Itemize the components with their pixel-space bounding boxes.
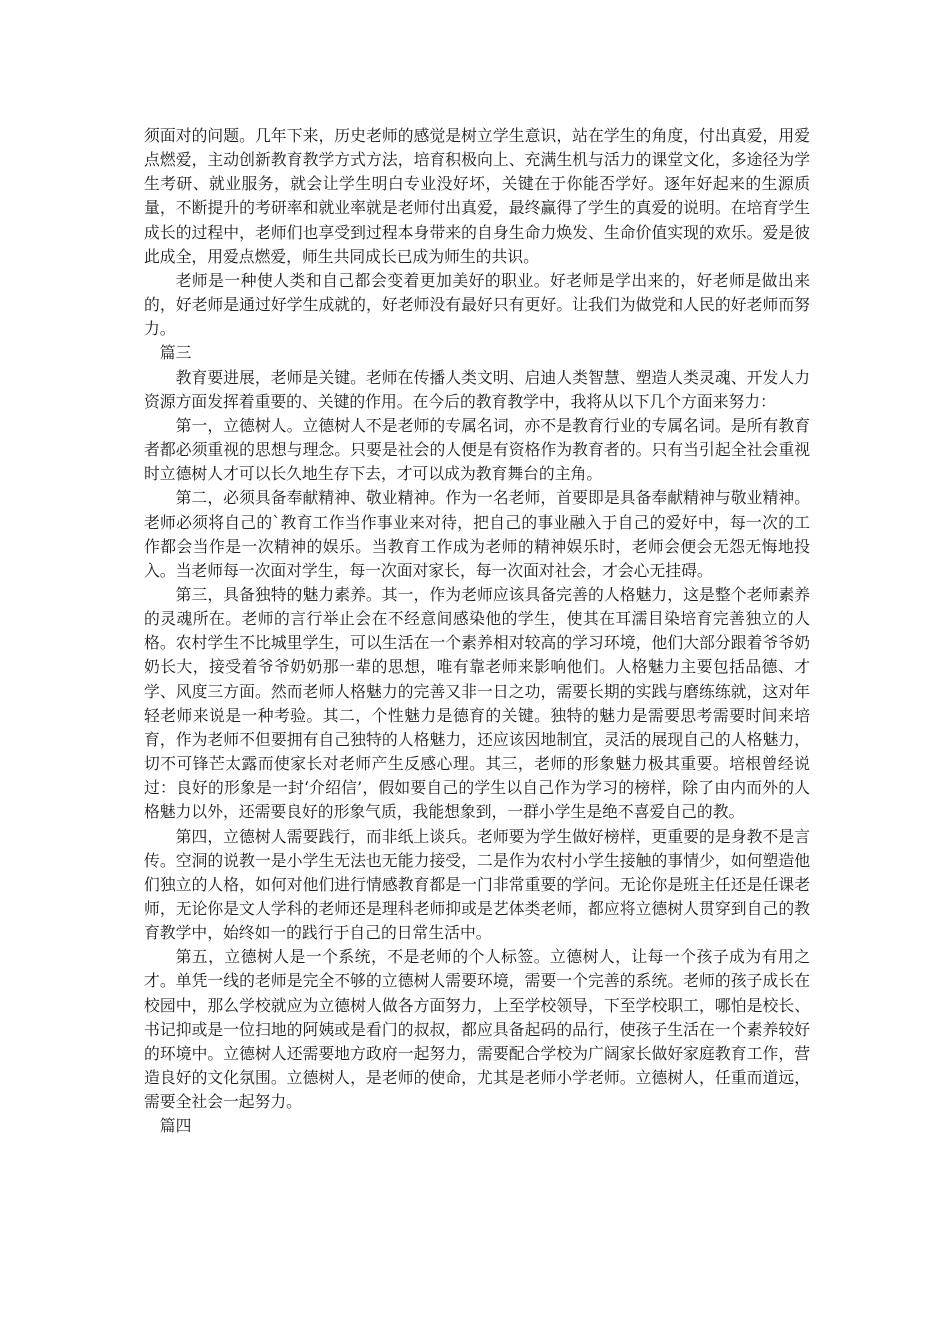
paragraph-continued: 须面对的问题。几年下来，历史老师的感觉是树立学生意识，站在学生的角度，付出真爱，用爱点燃爱，主动创新教育教学方式方法，培育积极向上、充满生机与活力的课堂文化，多途径为学生考研、就业服务，就会让学生明白专业没好坏，关键在于你能否学好。逐年好起来的生源质量，不断提升的考研率和就业率就是老师付出真爱，最终赢得了学生的真爱的说明。在培育学生成长的过程中，老师们也享受到过程本身带来的自身生命力焕发、生命价值实现的欢乐。爱是彼此成全，用爱点燃爱，师生共同成长已成为师生的共识。 [144, 126, 810, 266]
paragraph: 第三，具备独特的魅力素养。其一，作为老师应该具备完善的人格魅力，这是整个老师素养的灵魂所在。老师的言行举止会在不经意间感染他的学生，使其在耳濡目染培育完善独立的人格。农村学生不比城里学生，可以生活在一个素养相对较高的学习环境，他们大部分跟着爷爷奶奶长大，接受着爷爷奶奶那一辈的思想，唯有靠老师来影响他们。人格魅力主要包括品德、才学、风度三方面。然而老师人格魅力的完善又非一日之功，需要长期的实践与磨练练就，这对年轻老师来说是一种考验。其二，个性魅力是德育的关键。独特的魅力是需要思考需要时间来培育，作为老师不但要拥有自己独特的人格魅力，还应该因地制宜，灵活的展现自己的人格魅力，切不可锋芒太露而使家长对老师产生反感心理。其三，老师的形象魅力极其重要。培根曾经说过：良好的形象是一封‘介绍信’，假如要自己的学生以自己作为学习的榜样，除了由内而外的人格魅力以外，还需要良好的形象气质，我能想象到，一群小学生是绝不喜爱自己的教。 [144, 584, 810, 822]
paragraph: 第一，立德树人。立德树人不是老师的专属名词，亦不是教育行业的专属名词。是所有教育者都必须重视的思想与理念。只要是社会的人便是有资格作为教育者的。只有当引起全社会重视时立德树人才可以长久地生存下去，才可以成为教育舞台的主角。 [144, 415, 810, 484]
paragraph: 第四，立德树人需要践行，而非纸上谈兵。老师要为学生做好榜样，更重要的是身教不是言传。空洞的说教一是小学生无法也无能力接受，二是作为农村小学生接触的事情少，如何塑造他们独立的人格，如何对他们进行情感教育都是一门非常重要的学问。无论你是班主任还是任课老师，无论你是文人学科的老师还是理科老师抑或是艺体类老师，都应将立德树人贯穿到自己的教育教学中，始终如一的践行于自己的日常生活中。 [144, 826, 810, 943]
paragraph: 老师是一种使人类和自己都会变着更加美好的职业。好老师是学出来的，好老师是做出来的，好老师是通过好学生成就的，好老师没有最好只有更好。让我们为做党和人民的好老师而努力。 [144, 270, 810, 339]
paragraph: 第二，必须具备奉献精神、敬业精神。作为一名老师，首要即是具备奉献精神与敬业精神。老师必须将自己的`教育工作当作事业来对待，把自己的事业融入于自己的爱好中，每一次的工作都会当作是一次精神的娱乐。当教育工作成为老师的精神娱乐时，老师会便会无怨无悔地投入。当老师每一次面对学生，每一次面对家长，每一次面对社会，才会心无挂碍。 [144, 488, 810, 580]
section-heading: 篇四 [159, 1116, 192, 1136]
paragraph: 教育要进展，老师是关键。老师在传播人类文明、启迪人类智慧、塑造人类灵魂、开发人力资源方面发挥着重要的、关键的作用。在今后的教育教学中，我将从以下几个方面来努力： [144, 367, 810, 411]
paragraph: 第五，立德树人是一个系统，不是老师的个人标签。立德树人，让每一个孩子成为有用之才。单凭一线的老师是完全不够的立德树人需要环境，需要一个完善的系统。老师的孩子成长在校园中，那么学校就应为立德树人做各方面努力，上至学校领导，下至学校职工，哪怕是校长、书记抑或是一位扫地的阿姨或是看门的叔叔，都应具备起码的品行，使孩子生活在一个素养较好的环境中。立德树人还需要地方政府一起努力，需要配合学校为广阔家长做好家庭教育工作，营造良好的文化氛围。立德树人，是老师的使命，尤其是老师小学老师。立德树人，任重而道远，需要全社会一起努力。 [144, 947, 810, 1112]
section-heading: 篇三 [159, 343, 192, 363]
document-body [144, 124, 810, 1139]
